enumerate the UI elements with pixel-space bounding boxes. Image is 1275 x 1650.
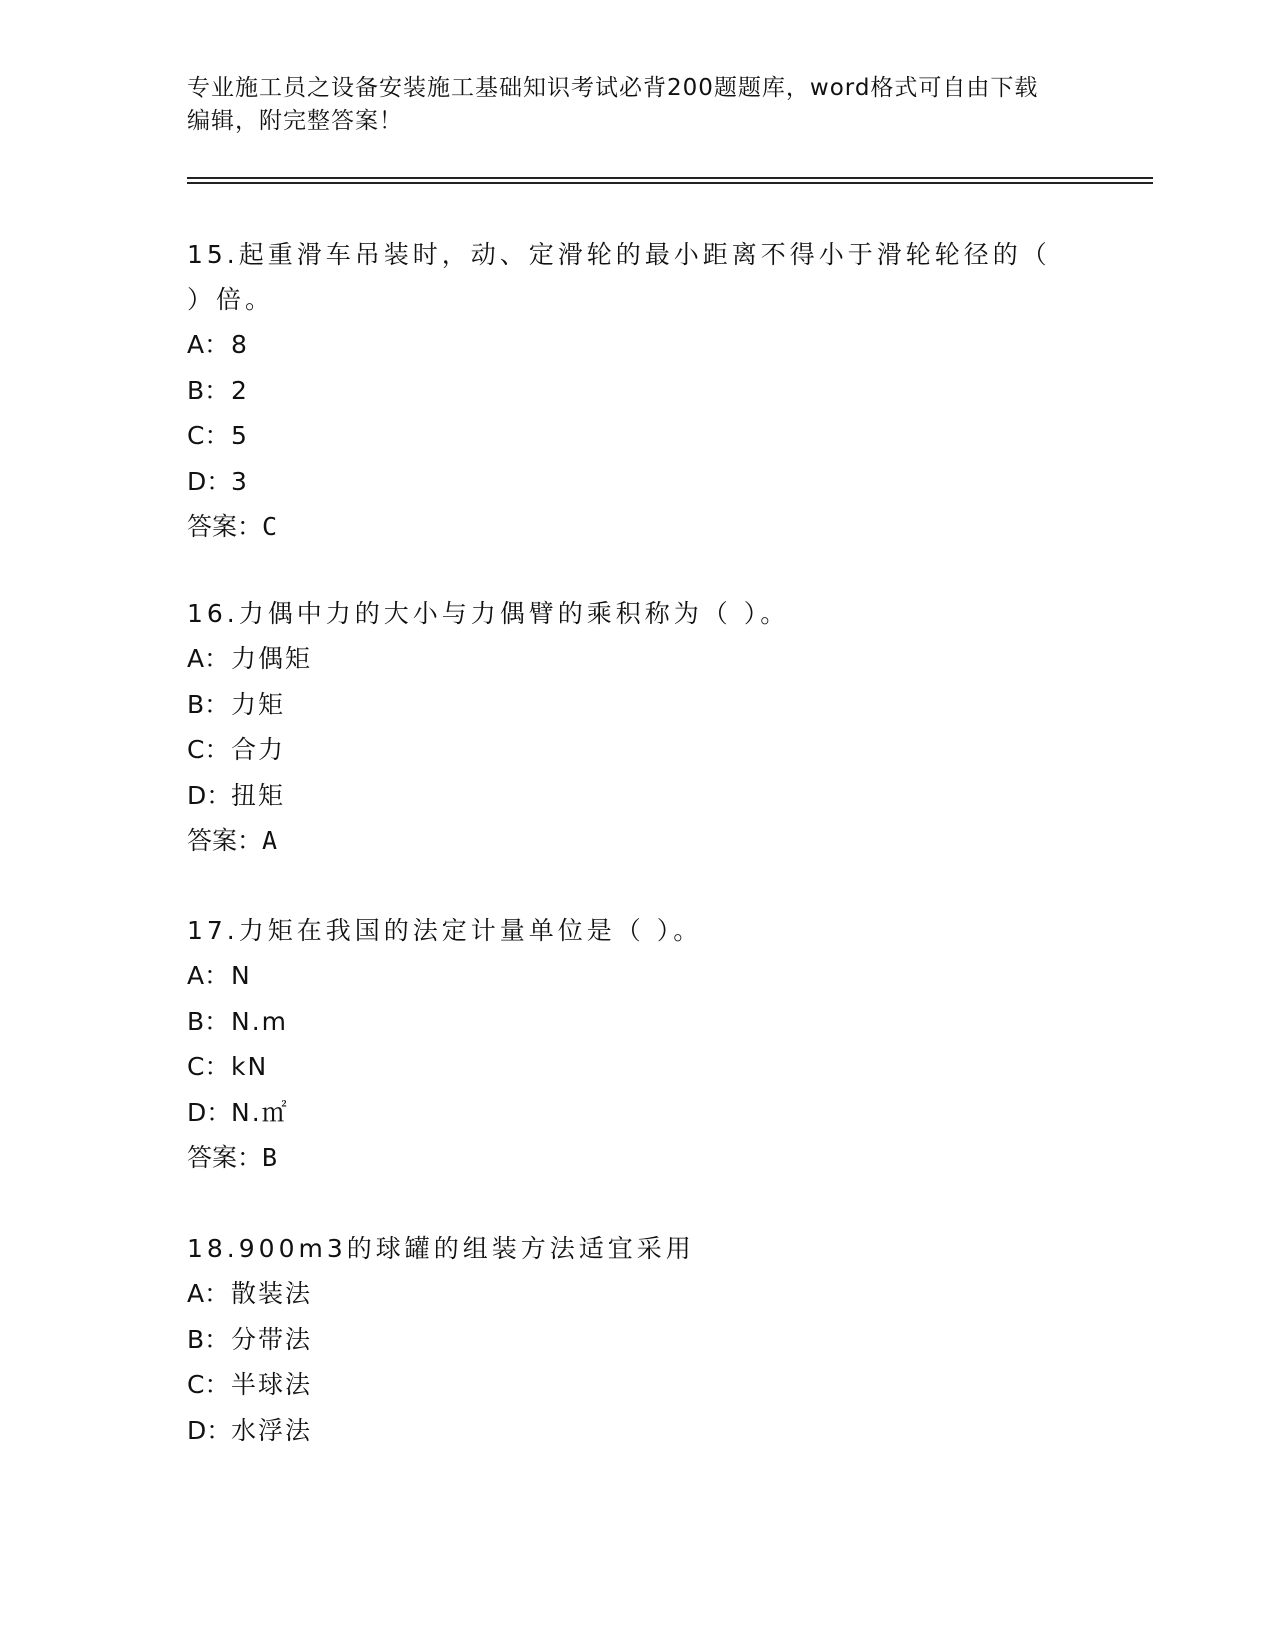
option-b — [187, 999, 1087, 1045]
header-divider-top — [187, 177, 1153, 179]
question-15 — [187, 232, 1087, 550]
header-divider-bottom — [187, 182, 1153, 184]
answer — [187, 504, 1087, 550]
answer — [187, 818, 1087, 864]
option-key: D： — [187, 1097, 232, 1127]
option-key: B： — [187, 375, 230, 405]
option-key: D： — [187, 466, 232, 496]
option-text: N.㎡ — [231, 1097, 289, 1127]
question-stem: 17.力矩在我国的法定计量单位是（ ）。 — [187, 916, 703, 945]
question-16 — [187, 591, 1087, 864]
option-c — [187, 1362, 1087, 1408]
question-stem: 15.起重滑车吊装时，动、定滑轮的最小距离不得小于滑轮轮径的（ — [187, 240, 1051, 269]
header-line-1: 专业施工员之设备安装施工基础知识考试必背200题题库，word格式可自由下载 — [187, 75, 1039, 101]
option-text: N — [231, 961, 252, 990]
option-text: 5 — [231, 421, 249, 450]
option-text: 3 — [231, 466, 249, 496]
question-17 — [187, 908, 1087, 1181]
option-b — [187, 682, 1087, 728]
option-text: 水浮法 — [231, 1415, 313, 1445]
option-key: D： — [187, 780, 232, 810]
option-d — [187, 459, 1087, 505]
option-c — [187, 413, 1087, 459]
option-d — [187, 1090, 1087, 1136]
option-text: 分带法 — [231, 1324, 313, 1354]
document-header — [187, 72, 1087, 138]
option-key: C： — [187, 735, 230, 764]
option-text: 扭矩 — [231, 780, 286, 810]
question-18 — [187, 1226, 1087, 1453]
option-text: 8 — [231, 330, 249, 359]
option-text: 力偶矩 — [231, 644, 313, 673]
option-key: A： — [187, 961, 230, 990]
option-key: B： — [187, 689, 230, 719]
question-stem-continued: ）倍。 — [187, 285, 275, 314]
answer — [187, 1135, 1087, 1181]
answer-value: C — [262, 512, 278, 541]
answer-label: 答案： — [187, 826, 263, 855]
answer-label: 答案： — [187, 512, 263, 541]
option-key: C： — [187, 1052, 230, 1081]
option-text: 散装法 — [231, 1279, 313, 1308]
question-stem: 16.力偶中力的大小与力偶臂的乘积称为（ ）。 — [187, 599, 790, 628]
option-key: A： — [187, 1279, 230, 1308]
option-text: kN — [231, 1052, 269, 1081]
option-a — [187, 636, 1087, 682]
option-b — [187, 368, 1087, 414]
option-key: B： — [187, 1006, 230, 1036]
option-a — [187, 322, 1087, 368]
question-stem: 18.900m3的球罐的组装方法适宜采用 — [187, 1234, 695, 1263]
option-key: D： — [187, 1415, 232, 1445]
option-text: 2 — [231, 375, 249, 405]
option-text: 半球法 — [231, 1370, 313, 1399]
option-key: C： — [187, 1370, 230, 1399]
option-text: N.m — [231, 1006, 289, 1036]
option-key: B： — [187, 1324, 230, 1354]
header-line-2: 编辑，附完整答案！ — [187, 108, 403, 134]
option-key: C： — [187, 421, 230, 450]
option-text: 合力 — [231, 735, 286, 764]
option-a — [187, 953, 1087, 999]
option-d — [187, 773, 1087, 819]
option-key: A： — [187, 330, 230, 359]
option-c — [187, 727, 1087, 773]
option-b — [187, 1317, 1087, 1363]
option-a — [187, 1271, 1087, 1317]
answer-value: A — [262, 826, 278, 855]
option-key: A： — [187, 644, 230, 673]
option-d — [187, 1408, 1087, 1454]
answer-value: B — [262, 1143, 278, 1172]
option-text: 力矩 — [231, 689, 286, 719]
answer-label: 答案： — [187, 1143, 263, 1172]
option-c — [187, 1044, 1087, 1090]
